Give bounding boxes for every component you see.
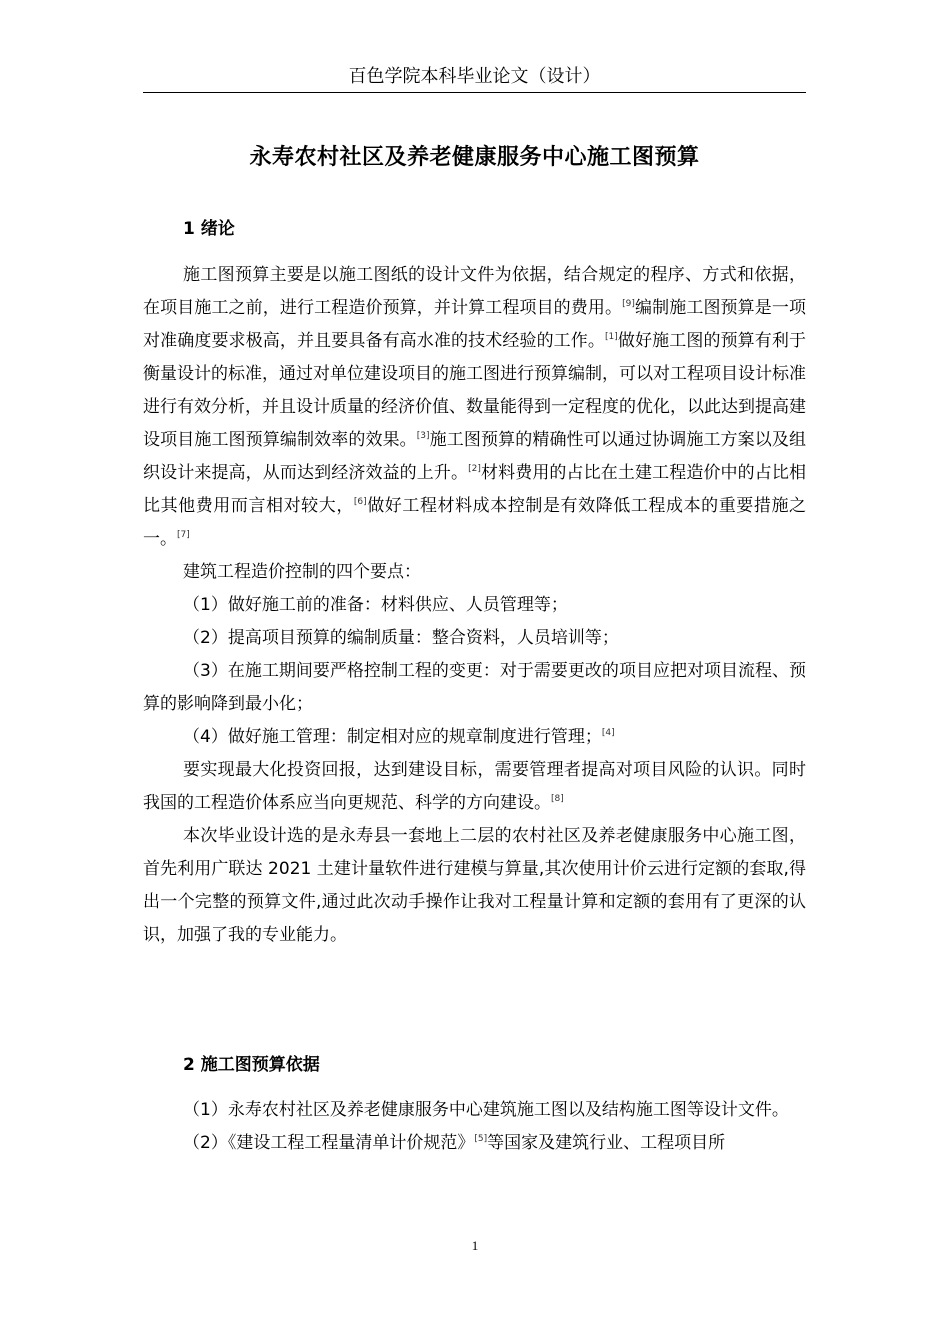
citation: [3] [416, 431, 430, 441]
page-number: 1 [471, 1238, 479, 1253]
citation: [1] [605, 332, 618, 342]
citation: [9] [622, 299, 635, 309]
section-heading-basis: 2 施工图预算依据 [183, 1055, 320, 1075]
section-basis-body [143, 1094, 806, 1160]
sentence: 做好工程材料成本控制是有效降低工程成本的重要措施之一。 [143, 496, 807, 549]
list-item-text: 等国家及建筑行业、工程项目所 [487, 1133, 726, 1153]
page-header [143, 64, 806, 93]
sentence: 施工图预算主要是以施工图纸的设计文件为依据，结合规定的程序、方式和依据，在项目施工之前，进行工程造价预算，并计算工程项目的费用。 [143, 265, 806, 318]
citation: [5] [474, 1134, 488, 1144]
list-item-text: （4）做好施工管理：制定相对应的规章制度进行管理； [183, 727, 602, 747]
sentence: 材料费用的占比在土建工程造价中的占比相比其他费用而言相对较大， [143, 463, 806, 516]
paragraph-1 [143, 259, 806, 556]
citation: [2] [468, 464, 481, 474]
section-introduction-body [143, 259, 806, 952]
citation: [6] [353, 497, 367, 507]
header-text: 百色学院本科毕业论文（设计） [348, 66, 601, 87]
citation: [7] [177, 530, 190, 540]
list-item [143, 1127, 806, 1160]
list-item-text: （2）《建设工程工程量清单计价规范》 [183, 1133, 475, 1153]
paper-title: 永寿农村社区及养老健康服务中心施工图预算 [249, 145, 700, 170]
sentence: 施工图预算的精确性可以通过协调施工方案以及组织设计来提高，从而达到经济效益的上升。 [143, 430, 807, 483]
citation: [8] [551, 794, 564, 804]
list-item: （1）永寿农村社区及养老健康服务中心建筑施工图以及结构施工图等设计文件。 [183, 1100, 789, 1120]
list-item: （1）做好施工前的准备：材料供应、人员管理等； [183, 595, 568, 615]
sentence: 编制施工图预算是一项对准确度要求极高，并且要具备有高水准的技术经验的工作。 [143, 298, 807, 351]
paragraph-3 [143, 754, 806, 820]
list-item: （2）提高项目预算的编制质量：整合资料，人员培训等； [183, 628, 619, 648]
paragraph-2: 建筑工程造价控制的四个要点： [183, 562, 421, 582]
citation: [4] [601, 728, 615, 738]
list-item: （3）在施工期间要严格控制工程的变更：对于需要更改的项目应把对项目流程、预算的影响降到最小化； [143, 661, 806, 714]
sentence: 做好施工图的预算有利于衡量设计的标准，通过对单位建设项目的施工图进行预算编制，可以对工程项目设计标准进行有效分析，并且设计质量的经济价值、数量能得到一定程度的优化，以此达到提高建设项目施工图预算编制效率的效果。 [143, 331, 807, 450]
section-heading-introduction: 1 绪论 [183, 219, 235, 239]
paragraph-4: 本次毕业设计选的是永寿县一套地上二层的农村社区及养老健康服务中心施工图，首先利用广联达 2021 土建计量软件进行建模与算量,其次使用计价云进行定额的套取,得出一个完整的预算文件,通过此次动手操作让我对工程量计算和定额的套用有了更深的认识，加强了我的专业能力。 [143, 826, 806, 945]
list-item [143, 721, 806, 754]
paragraph-text: 要实现最大化投资回报，达到建设目标，需要管理者提高对项目风险的认识。同时我国的工程造价体系应当向更规范、科学的方向建设。 [143, 760, 806, 813]
